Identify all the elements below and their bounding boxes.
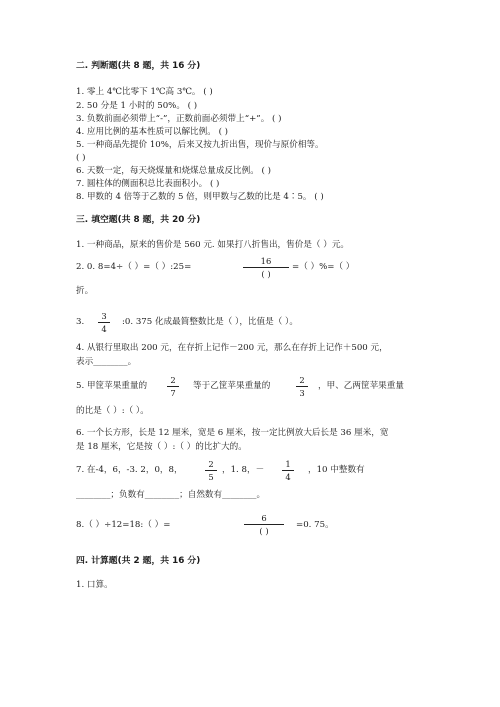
section-heading-calc: 四. 计算题(共 2 题，共 16 分)	[76, 556, 201, 566]
fill-q7-f2-numerator: 1	[285, 459, 291, 469]
section-heading-judge: 二. 判断题(共 8 题，共 16 分)	[76, 61, 201, 71]
fill-q3-right: :0. 375 化成最简整数比是（ ），比值是（ ）。	[122, 317, 298, 327]
judge-item-5-answer: ( )	[76, 153, 86, 163]
fill-q3-numerator: 3	[101, 311, 107, 321]
fill-q8-right: =0. 75。	[296, 520, 334, 530]
fraction-bar	[243, 267, 289, 268]
fill-q5-f1-denominator: 7	[170, 388, 176, 398]
fill-q2-denominator: ( )	[261, 269, 271, 279]
fill-q7-fraction-2	[282, 459, 294, 482]
fill-q5-f2-numerator: 2	[299, 375, 305, 385]
fill-q1: 1. 一种商品，原来的售价是 560 元. 如果打八折售出，售价是（ ）元。	[76, 240, 350, 250]
fill-q2-right: =（ ）%=（ ）	[292, 262, 355, 272]
fraction-bar	[167, 386, 179, 387]
fill-q5-fraction-1	[167, 375, 179, 398]
calc-q1: 1. 口算。	[76, 580, 113, 590]
fill-q5-a: 5. 甲筐苹果重量的	[76, 381, 148, 391]
fill-q3-prefix: 3.	[76, 317, 85, 327]
fill-q6-line2: 是 18 厘米，它是按（ ）:（ ）的比扩大的。	[76, 442, 247, 452]
fill-q2-left: 2. 0. 8=4÷（ ）=（ ）:25=	[76, 262, 192, 272]
fill-q7-fraction-1	[205, 459, 217, 482]
fill-q3-denominator: 4	[101, 324, 107, 334]
fraction-bar	[98, 322, 110, 323]
fraction-bar	[296, 386, 308, 387]
fill-q5-b: 等于乙筐苹果重量的	[193, 381, 271, 391]
fill-q6-line1: 6. 一个长方形，长是 12 厘米，宽是 6 厘米，按一定比例放大后长是 36 厘米，宽	[76, 428, 389, 438]
fill-q7-f1-numerator: 2	[208, 459, 214, 469]
fill-q5-line2: 的比是（ ）:（ ）。	[76, 406, 149, 416]
judge-item-8: 8. 甲数的 4 倍等于乙数的 5 倍，则甲数与乙数的比是 4∶5。 ( )	[76, 192, 324, 202]
fill-q4-line2: 表示________。	[76, 357, 137, 367]
fill-q8-fraction	[244, 513, 284, 536]
fill-q7-a: 7. 在-4，6，-3. 2，0，8，	[76, 465, 183, 475]
judge-item-4: 4. 应用比例的基本性质可以解比例。 ( )	[76, 127, 229, 137]
fill-q8-denominator: ( )	[259, 526, 269, 536]
fraction-bar	[244, 524, 284, 525]
fill-q5-fraction-2	[296, 375, 308, 398]
fill-q7-line2: ________；负数有________；自然数有________。	[76, 490, 266, 500]
judge-item-6: 6. 天数一定，每天烧煤量和烧煤总量成反比例。 ( )	[76, 166, 271, 176]
fill-q2-cont: 折。	[76, 286, 94, 296]
fill-q8-numerator: 6	[261, 513, 267, 523]
fill-q7-b: ，1. 8，－	[222, 465, 265, 475]
fill-q5-f2-denominator: 3	[299, 388, 305, 398]
fill-q7-f2-denominator: 4	[285, 472, 291, 482]
judge-item-5: 5. 一种商品先提价 10%，后来又按九折出售，现价与原价相等。	[76, 140, 324, 150]
fill-q2-numerator: 16	[260, 256, 272, 266]
judge-item-1: 1. 零上 4℃比零下 1℃高 3℃。 ( )	[76, 87, 213, 97]
fill-q5-f1-numerator: 2	[170, 375, 176, 385]
fill-q2-fraction	[243, 256, 289, 279]
fill-q7-c: ，10 中整数有	[308, 465, 365, 475]
judge-item-2: 2. 50 分是 1 小时的 50%。 ( )	[76, 101, 198, 111]
judge-item-3: 3. 负数前面必须带上“-”，正数前面必须带上“+”。 ( )	[76, 114, 282, 124]
judge-item-7: 7. 圆柱体的侧面积总比表面积小。 ( )	[76, 179, 220, 189]
fill-q3-fraction	[98, 311, 110, 334]
fill-q7-f1-denominator: 5	[208, 472, 214, 482]
section-heading-fill: 三. 填空题(共 8 题，共 20 分)	[76, 215, 201, 225]
fraction-bar	[282, 470, 294, 471]
fill-q4-line1: 4. 从银行里取出 200 元，在存折上记作－200 元，那么在存折上记作＋500 元，	[76, 343, 388, 353]
fill-q8-left: 8.（ ）÷12=18:（ ）=	[76, 520, 171, 530]
fill-q5-c: ，甲、乙两筐苹果重量	[318, 381, 404, 391]
fraction-bar	[205, 470, 217, 471]
